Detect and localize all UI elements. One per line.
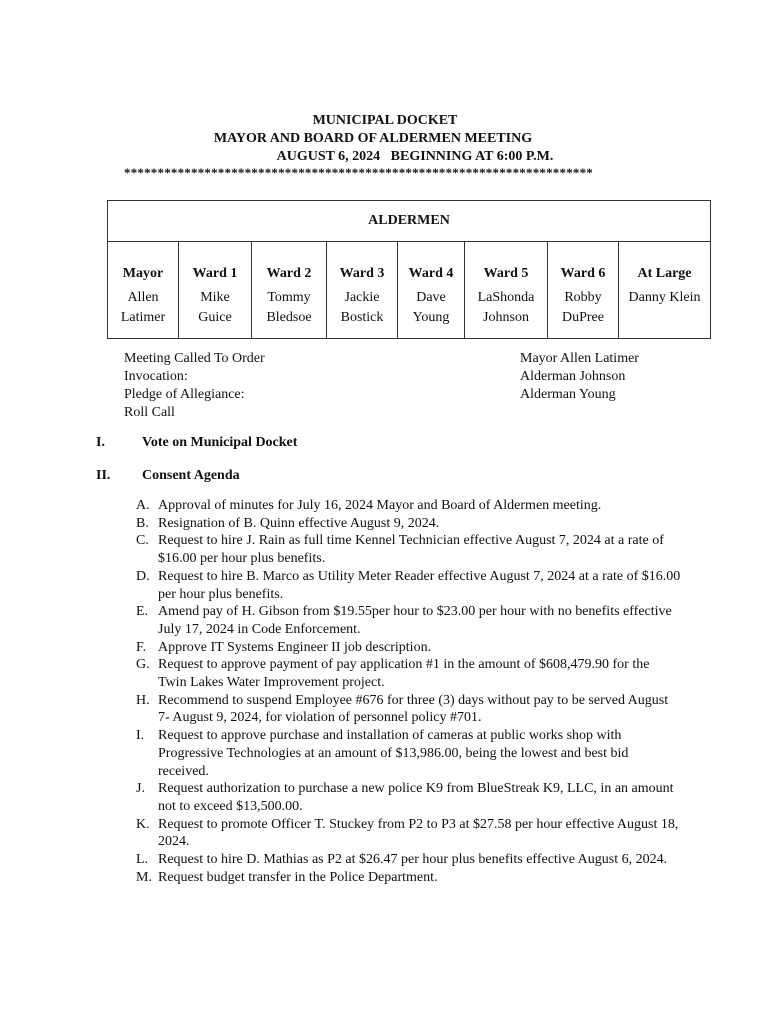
list-item xyxy=(136,851,681,869)
item-text: Request to approve payment of pay application #1 in the amount of $608,479.90 for the Twin Lakes Water Improvement project. xyxy=(158,657,650,691)
name-ward5: LaShonda Johnson xyxy=(465,286,548,339)
item-letter: J. xyxy=(136,781,145,797)
col-title-ward4: Ward 4 xyxy=(398,242,465,287)
item-text: Approve IT Systems Engineer II job description. xyxy=(158,639,432,655)
item-text: Request to hire B. Marco as Utility Meter Reader effective August 7, 2024 at a rate of $16.00 per hour plus benefits. xyxy=(158,568,681,602)
item-text: Recommend to suspend Employee #676 for three (3) days without pay to be served August 7- August 9, 2024, for violation of personnel policy #701. xyxy=(158,692,669,726)
item-letter: A. xyxy=(136,498,150,513)
list-item xyxy=(136,869,681,887)
item-letter: M. xyxy=(136,869,152,885)
item-text: Request budget transfer in the Police Department. xyxy=(158,869,438,885)
section-number: I. xyxy=(96,435,105,450)
name-mayor: Allen Latimer xyxy=(108,286,179,339)
list-item xyxy=(136,497,681,515)
opening-officials xyxy=(520,350,639,404)
name-ward4: Dave Young xyxy=(398,286,465,339)
opening-items xyxy=(124,350,265,422)
item-letter: I. xyxy=(136,728,145,744)
section-number: II. xyxy=(96,468,111,483)
meeting-date: AUGUST 6, 2024 BEGINNING AT 6:00 P.M. xyxy=(276,149,554,164)
item-text: Request to promote Officer T. Stuckey from P2 to P3 at $27.58 per hour effective August 18, 2024. xyxy=(158,816,679,850)
list-item xyxy=(136,692,681,727)
col-title-ward3: Ward 3 xyxy=(327,242,398,287)
item-text: Resignation of B. Quinn effective August 9, 2024. xyxy=(158,515,440,531)
opening-official: Mayor Allen Latimer xyxy=(520,351,639,366)
list-item xyxy=(136,515,681,533)
item-letter: G. xyxy=(136,657,150,673)
col-title-ward6: Ward 6 xyxy=(548,242,619,287)
opening-item: Meeting Called To Order xyxy=(124,351,265,366)
item-text: Request authorization to purchase a new police K9 from BlueStreak K9, LLC, in an amount not to exceed $13,500.00. xyxy=(158,781,674,814)
opening-official: Alderman Young xyxy=(520,387,616,402)
meeting-title: MAYOR AND BOARD OF ALDERMEN MEETING xyxy=(213,131,533,146)
section-title: Vote on Municipal Docket xyxy=(142,435,298,450)
opening-item: Invocation: xyxy=(124,369,188,384)
name-ward3: Jackie Bostick xyxy=(327,286,398,339)
item-letter: F. xyxy=(136,639,147,655)
col-title-ward2: Ward 2 xyxy=(252,242,327,287)
name-at-large: Danny Klein xyxy=(619,286,711,339)
list-item xyxy=(136,780,681,815)
separator-stars: ********************************************************************** xyxy=(124,165,593,180)
list-item xyxy=(136,603,681,638)
list-item xyxy=(136,816,681,851)
section-title: Consent Agenda xyxy=(142,468,240,483)
list-item xyxy=(136,568,681,603)
opening-item: Roll Call xyxy=(124,405,175,420)
col-title-ward1: Ward 1 xyxy=(179,242,252,287)
list-item xyxy=(136,639,681,657)
item-text: Approval of minutes for July 16, 2024 Mayor and Board of Aldermen meeting. xyxy=(158,498,602,513)
item-text: Amend pay of H. Gibson from $19.55per hour to $23.00 per hour with no benefits effective July 17, 2024 in Code Enforcement. xyxy=(158,604,672,637)
item-letter: K. xyxy=(136,816,150,832)
name-ward6: Robby DuPree xyxy=(548,286,619,339)
list-item xyxy=(136,532,681,567)
opening-item: Pledge of Allegiance: xyxy=(124,387,245,402)
item-letter: H. xyxy=(136,692,150,708)
item-text: Request to approve purchase and installation of cameras at public works shop with Progressive Technologies at an amount of $13,986.00, being the lowest and best bid received. xyxy=(158,728,629,779)
col-title-mayor: Mayor xyxy=(108,242,179,287)
col-title-ward5: Ward 5 xyxy=(465,242,548,287)
aldermen-caption: ALDERMEN xyxy=(108,201,711,242)
opening-official: Alderman Johnson xyxy=(520,369,626,384)
docket-title: MUNICIPAL DOCKET xyxy=(312,113,458,128)
name-ward1: Mike Guice xyxy=(179,286,252,339)
item-letter: B. xyxy=(136,515,149,531)
item-text: Request to hire J. Rain as full time Kennel Technician effective August 7, 2024 at a rate of $16.00 per hour plus benefits. xyxy=(158,533,664,567)
item-text: Request to hire D. Mathias as P2 at $26.47 per hour plus benefits effective August 6, 2024. xyxy=(158,852,668,868)
item-letter: D. xyxy=(136,568,150,584)
list-item xyxy=(136,656,681,691)
consent-agenda-list xyxy=(136,497,681,886)
item-letter: C. xyxy=(136,533,149,549)
col-title-at-large: At Large xyxy=(619,242,711,287)
item-letter: L. xyxy=(136,852,149,868)
list-item xyxy=(136,727,681,780)
item-letter: E. xyxy=(136,604,149,620)
aldermen-table xyxy=(107,200,711,339)
name-ward2: Tommy Bledsoe xyxy=(252,286,327,339)
